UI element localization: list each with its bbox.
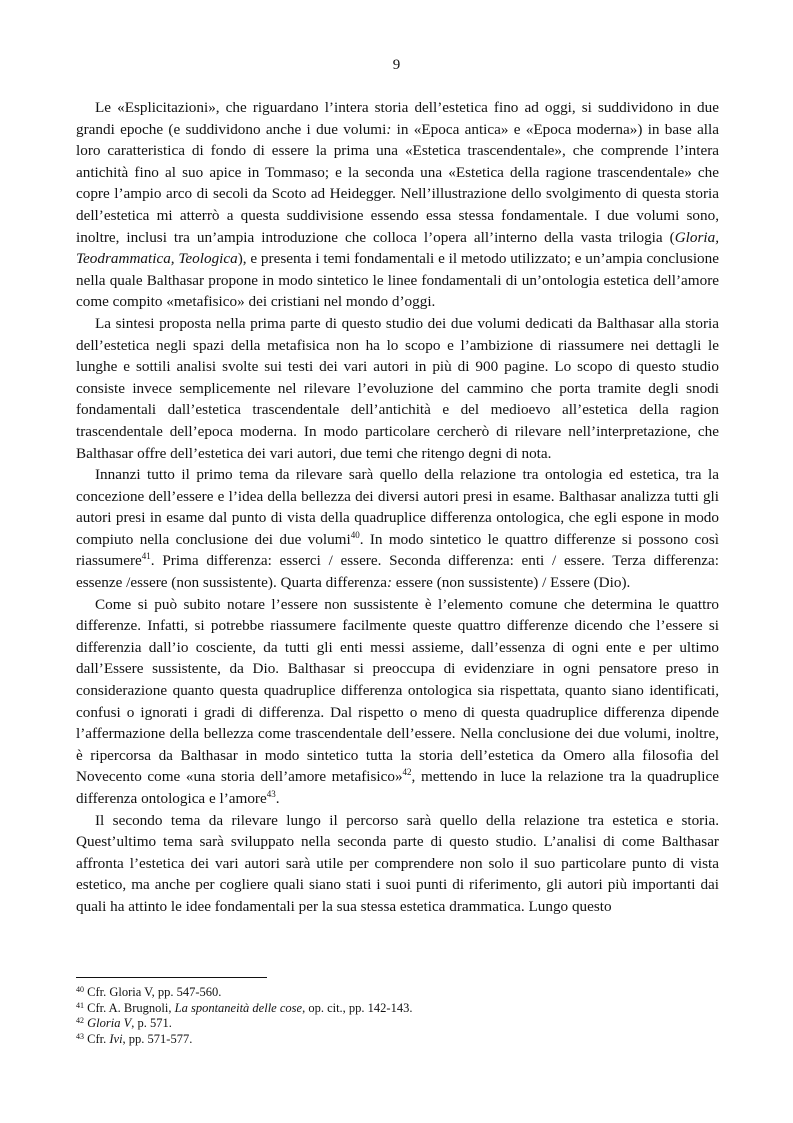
footnote: [76, 1016, 719, 1032]
text-run: , pp. 571-577.: [122, 1031, 193, 1046]
italic-text: La spontaneità delle cose: [174, 1000, 303, 1015]
footnote-reference: 41: [141, 551, 151, 562]
italic-text: :: [386, 120, 392, 138]
footnote: [76, 985, 719, 1001]
paragraph: [76, 464, 719, 594]
text-run: La sintesi proposta nella prima parte di questo studio dei due volumi dedicati da Balthasar alla storia dell’estetica negli spazi della metafisica non ha lo scopo e l’ambizione di riassumere nei dettagli le lunghe e sottili analisi svolte sui testi dei vari autori in più di 900 pagine. Lo scopo di questo studio consiste invece semplicemente nel rilevare l’evoluzione del cammino che porta tramite degli snodi fondamentali dall’estetica trascendentale dell’antichità e del medioevo all’estetica della ragion trascendentale dell’epoca moderna. In modo particolare cercherò di rilevare nell’interpretazione, che Balthasar offre dell’estetica dei vari autori, due temi che ritengo degni di nota.: [76, 314, 719, 462]
italic-text: Gloria, Teodrammatica, Teologica: [76, 228, 719, 268]
footnote-reference: 42: [402, 767, 412, 778]
footnote-number: 42: [76, 1016, 84, 1026]
page-number: 9: [392, 57, 401, 73]
text-run: . In modo sintetico le quattro differenze si possono così riassumere: [76, 530, 719, 570]
paragraph: [76, 97, 719, 313]
body-text: [76, 97, 719, 918]
paragraph: [76, 594, 719, 810]
footnote-reference: 40: [350, 529, 360, 540]
text-run: ), e presenta i temi fondamentali e il metodo utilizzato; e un’ampia conclusione nella quale Balthasar propone in modo sintetico le linee fondamentali di un’ontologia estetica dell’amore come compito «metafisico» dei cristiani nel mondo d’oggi.: [76, 250, 719, 311]
footnote-number: 41: [76, 1000, 84, 1010]
text-run: Come si può subito notare l’essere non sussistente è l’elemento comune che determina le quattro differenze. Infatti, si potrebbe riassumere facilmente queste quattro differenze dicendo che l’essere si differenzia dall’io cosciente, da tutti gli enti messi assieme, dall’essenza di ogni ente e per ultimo dall’Essere sussistente, da Dio. Balthasar si preoccupa di evidenziare in ogni pensatore preso in considerazione quanto questa quadruplice differenza ontologica sia rispettata, quanto siano identificati, confusi o ignorati i gradi di differenza. Dal rispetto o meno di questa quadruplice differenza dipende l’affermazione della bellezza come trascendentale dell’essere. Nella conclusione dei due volumi, inoltre, è ripercorsa da Balthasar in modo sintetico tutta la storia dell’estetica da Omero alla filosofia del Novecento come «una storia dell’amore metafisico»: [76, 595, 719, 786]
text-run: Il secondo tema da rilevare lungo il percorso sarà quello della relazione tra estetica e storia. Quest’ultimo tema sarà sviluppato nella seconda parte di questo studio. L’analisi di come Balthasar affronta l’estetica dei vari autori sarà utile per comprendere non solo il suo particolare punto di vista estetico, ma anche per cogliere quali siano stati i suoi punti di riferimento, gli autori più importanti dai quali ha attinto le idee fondamentali per la sua stessa estetica drammatica. Lungo questo: [76, 811, 719, 915]
italic-text: Gloria V: [87, 1016, 132, 1031]
text-run: Cfr. A. Brugnoli,: [87, 1000, 175, 1015]
footnote-separator: [76, 977, 267, 978]
text-run: , op. cit., pp. 142-143.: [302, 1000, 413, 1015]
text-run: Innanzi tutto il primo tema da rilevare sarà quello della relazione tra ontologia ed estetica, tra la concezione dell’essere e l’idea della bellezza dei diversi autori presi in esame. Balthasar analizza tutti gli autori presi in esame dal punto di vista della quadruplice differenza ontologica, che egli espone in modo compiuto nella conclusione dei due volumi: [76, 466, 719, 548]
footnote-reference: 43: [266, 789, 276, 799]
text-run: Le «Esplicitazioni», che riguardano l’intera storia dell’estetica fino ad oggi, si suddividono in due grandi epoche (e suddividono anche i due volumi: [76, 99, 719, 138]
text-run: , p. 571.: [131, 1016, 172, 1031]
text-run: Cfr. Gloria V, pp. 547-560.: [87, 985, 222, 999]
footnote-number: 43: [76, 1031, 84, 1041]
italic-text: :: [386, 574, 392, 592]
footnote: [76, 1001, 719, 1017]
paragraph: [76, 313, 719, 464]
footnote-number: 40: [76, 985, 84, 994]
italic-text: Ivi: [109, 1031, 123, 1046]
text-run: essere (non sussistente) / Essere (Dio).: [392, 574, 631, 592]
text-run: .: [275, 790, 280, 807]
text-run: Cfr.: [87, 1031, 110, 1046]
footnote: [76, 1032, 719, 1048]
text-run: , mettendo in luce la relazione tra la quadruplice differenza ontologica e l’amore: [76, 768, 719, 807]
footnotes: [76, 985, 719, 1047]
paragraph: [76, 810, 719, 918]
text-run: in «Epoca antica» e «Epoca moderna») in base alla loro caratteristica di fondo di essere la prima una «Estetica trascendentale», che comprende l’intera antichità fino al suo apice in Tommaso; e la seconda una «Estetica della ragione trascendentale» che copre l’ampio arco di secoli da Scoto ad Heidegger. Nell’illustrazione dello svolgimento di questa storia dell’estetica mi atterrò a questa suddivisione essendo essa stessa fondamentale. I due volumi sono, inoltre, inclusi tra un’ampia introduzione che colloca l’opera all’interno della vasta trilogia (: [76, 120, 719, 246]
text-run: . Prima differenza: esserci / essere. Seconda differenza: enti / essere. Terza differenza: essenze /essere (non sussistente). Quarta differenza: [76, 552, 719, 592]
